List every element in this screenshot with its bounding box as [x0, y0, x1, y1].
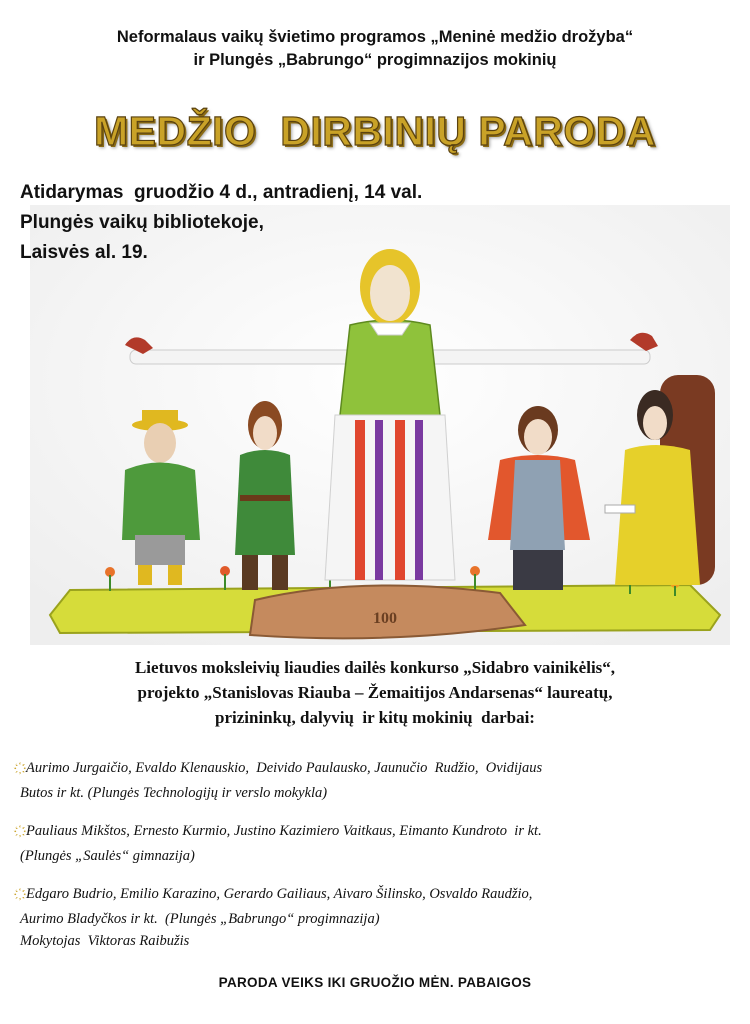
opening-address: Laisvės al. 19. [20, 242, 148, 263]
participant-line: Butos ir kt. (Plungės Technologijų ir verslo mokykla) [20, 785, 328, 801]
teacher-name: Mokytojas Viktoras Raibužis [20, 933, 190, 949]
participant-line: Aurimo Bladyčkos ir kt. (Plungės „Babrungo“ progimnazija) [20, 911, 380, 927]
participants-list [20, 755, 730, 944]
opening-date: Atidarymas gruodžio 4 d., antradienį, 14 val. [20, 182, 423, 203]
wood-carving-photo [30, 205, 730, 645]
poster-title: MEDŽIO DIRBINIŲ PARODA [94, 108, 656, 154]
participant-line: Aurimo Jurgaičio, Evaldo Klenauskio, Deivido Paulausko, Jaunučio Rudžio, Ovidijaus [26, 760, 543, 776]
participant-line: (Plungės „Saulės“ gimnazija) [20, 848, 195, 864]
exhibition-description [0, 655, 750, 730]
organizer-header [0, 26, 750, 72]
participant-line: Edgaro Budrio, Emilio Karazino, Gerardo Gailiaus, Aivaro Šilinsko, Osvaldo Raudžio, [26, 886, 533, 902]
participant-entry [20, 881, 730, 932]
participant-entry [20, 818, 730, 869]
description-line-2: projekto „Stanislovas Riauba – Žemaitijos Andarsenas“ laureatų, [137, 683, 613, 702]
opening-info [20, 178, 422, 268]
participant-entry [20, 755, 730, 806]
participant-line: Pauliaus Mikštos, Ernesto Kurmio, Justino Kazimiero Vaitkaus, Eimanto Kundroto ir kt. [26, 823, 542, 839]
exhibition-end-notice: PARODA VEIKS IKI GRUOŽIO MĖN. PABAIGOS [218, 975, 532, 990]
opening-venue: Plungės vaikų bibliotekoje, [20, 212, 264, 233]
header-line-1: Neformalaus vaikų švietimo programos „Meninė medžio drožyba“ [116, 28, 634, 46]
description-line-3: prizininkų, dalyvių ir kitų mokinių darbai: [215, 708, 535, 727]
plaque-number: 100 [373, 610, 397, 627]
header-line-2: ir Plungės „Babrungo“ progimnazijos mokinių [193, 51, 557, 69]
description-line-1: Lietuvos moksleivių liaudies dailės konkurso „Sidabro vainikėlis“, [134, 658, 616, 677]
